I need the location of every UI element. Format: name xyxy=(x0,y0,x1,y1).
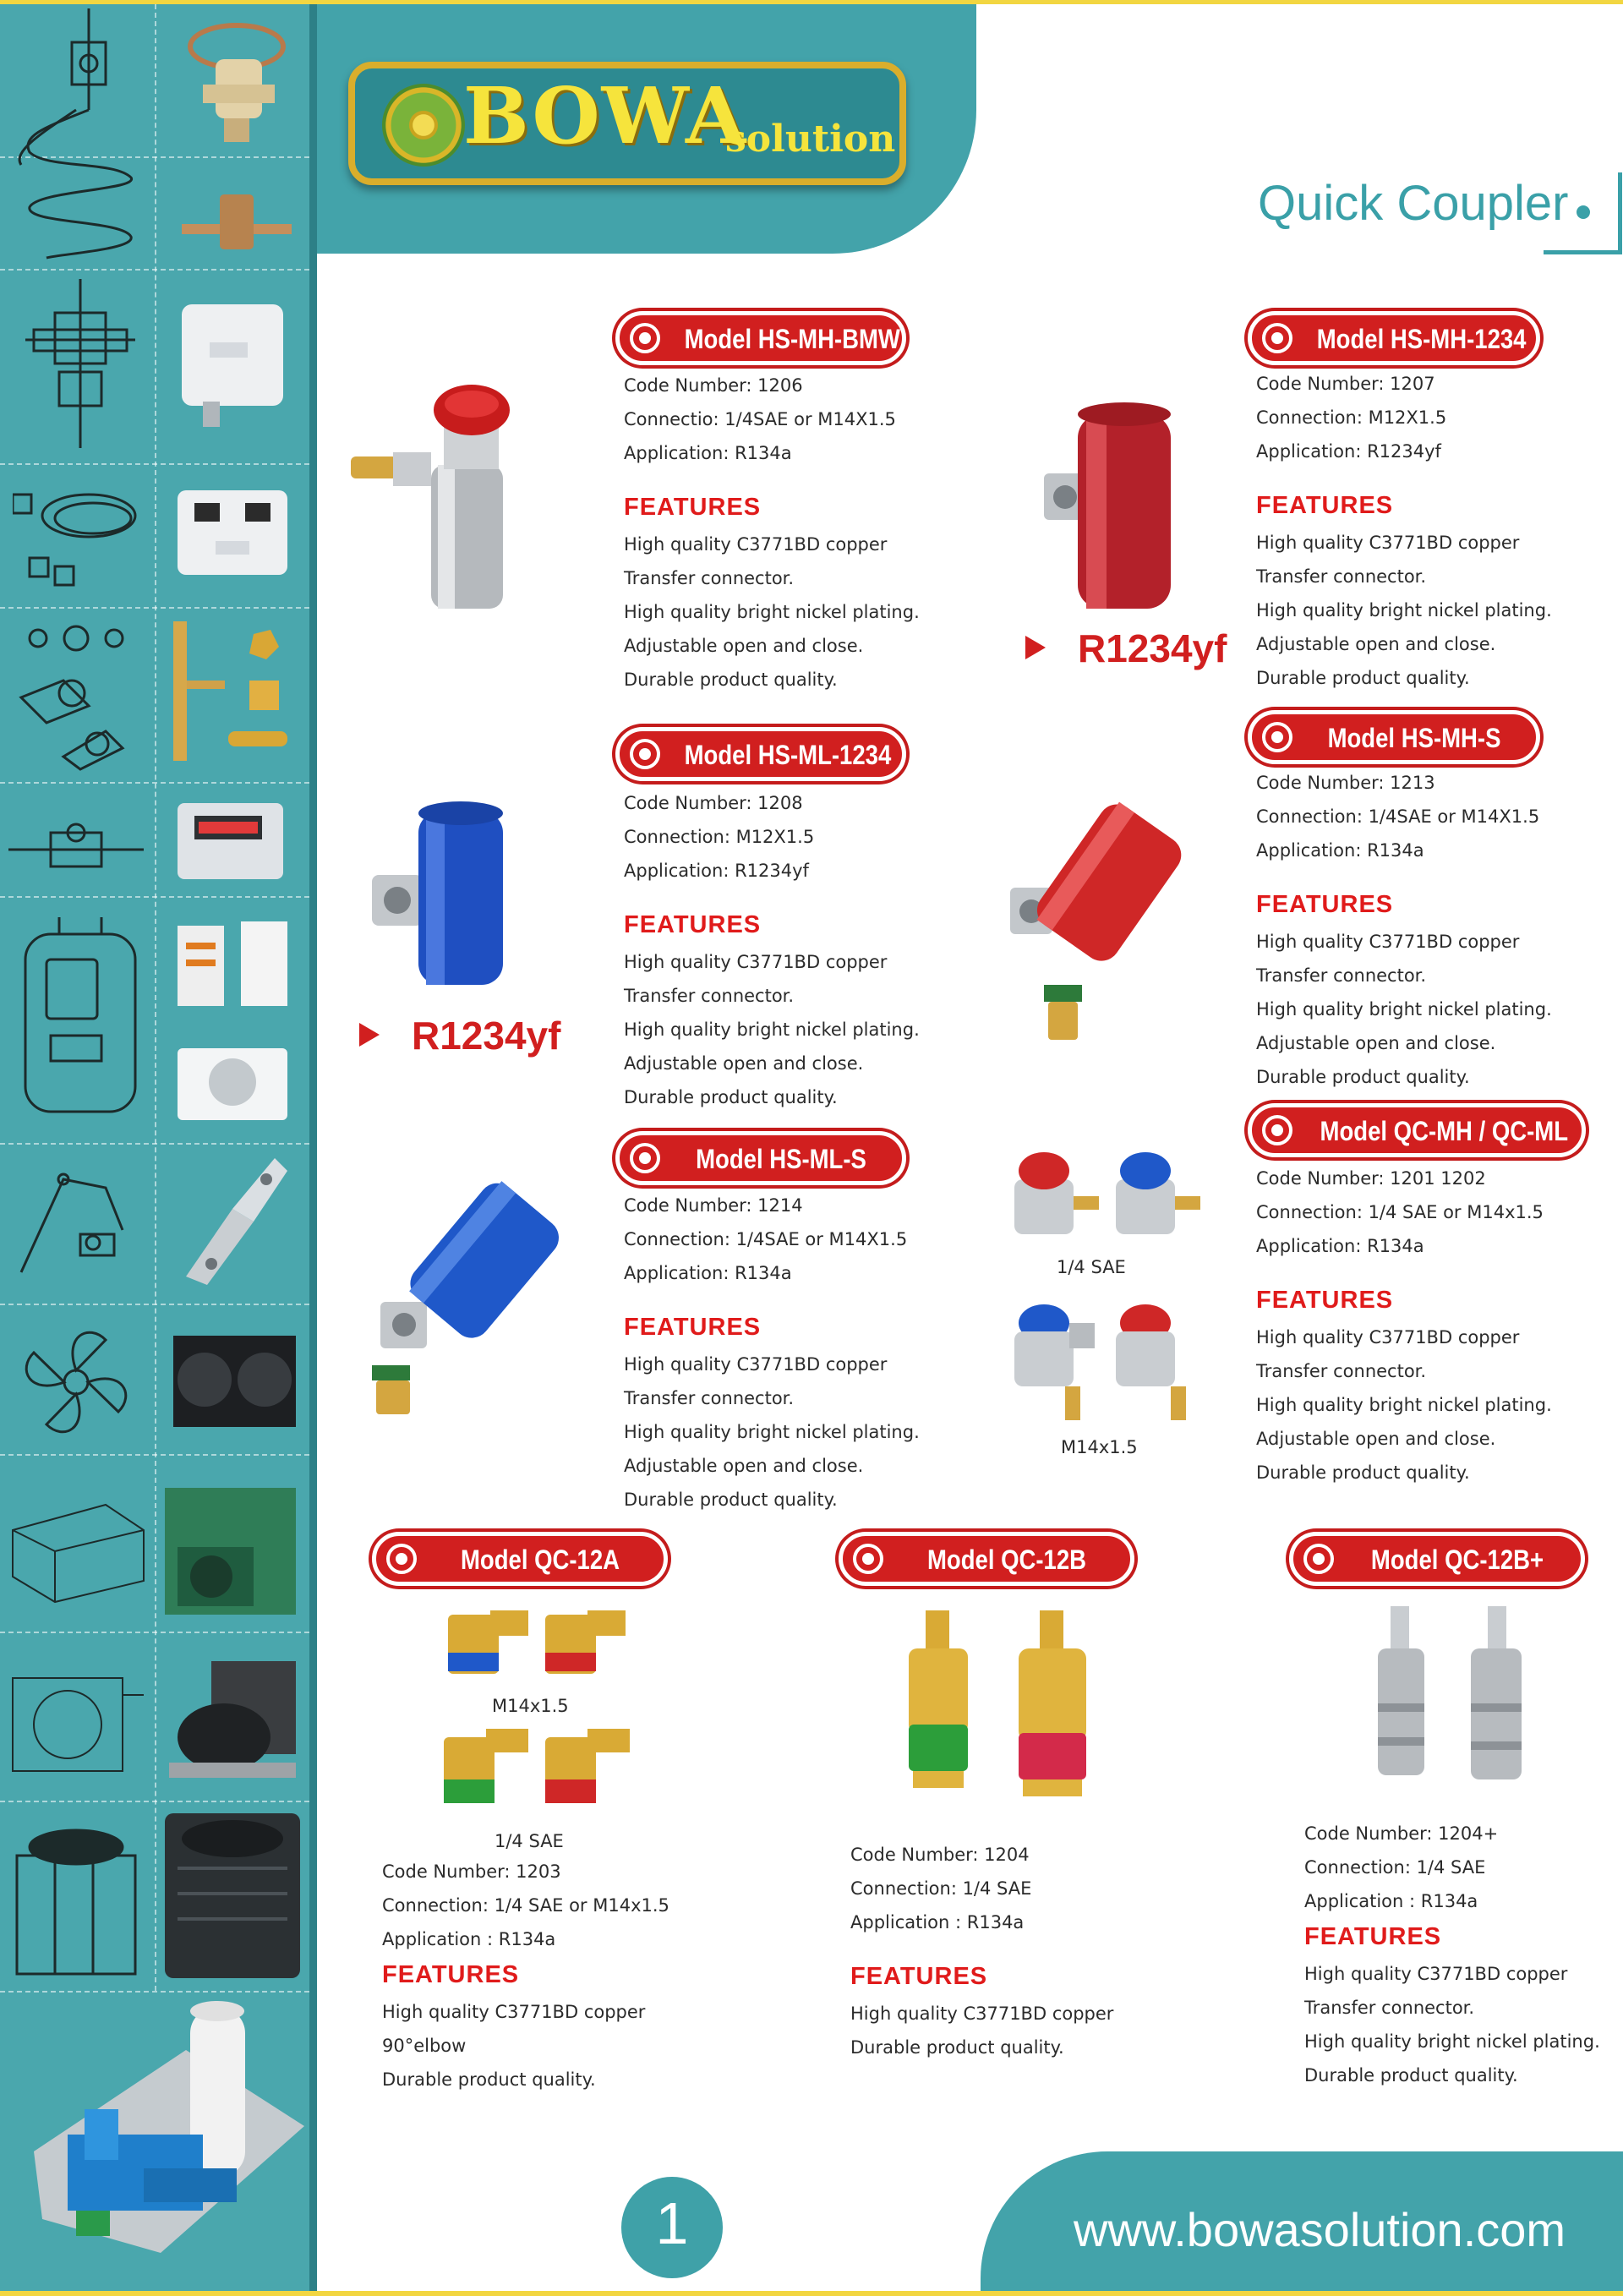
badge-bullet-icon xyxy=(1262,323,1292,353)
sidebar-divider xyxy=(0,896,309,898)
spec-block xyxy=(624,1189,920,1517)
page-number: 1 xyxy=(655,2190,689,2256)
spec-block xyxy=(624,369,920,697)
feature-item: Adjustable open and close. xyxy=(1256,1033,1496,1053)
features-heading: FEATURES xyxy=(1256,891,1394,918)
feature-item: High quality C3771BD copper xyxy=(1304,1964,1568,1984)
tag-arrow-icon xyxy=(359,1023,380,1047)
badge-bullet-icon xyxy=(630,323,660,353)
brass-fittings-photo xyxy=(165,621,292,765)
code-number: Code Number: 1204+ xyxy=(1304,1823,1499,1844)
application: Application: R134a xyxy=(1256,1236,1424,1256)
image-caption: M14x1.5 xyxy=(1061,1437,1138,1457)
sidebar-divider xyxy=(155,4,156,1991)
feature-item: Adjustable open and close. xyxy=(1256,634,1496,654)
expansion-valve-photo xyxy=(173,13,300,148)
coupler-qc-12a-sae-image xyxy=(427,1720,638,1830)
features-heading: FEATURES xyxy=(1256,1287,1394,1314)
code-number: Code Number: 1207 xyxy=(1256,374,1435,394)
feature-item: Adjustable open and close. xyxy=(1256,1429,1496,1449)
spec-block xyxy=(382,1855,669,2096)
sidebar-divider xyxy=(0,1632,309,1633)
feature-item: Adjustable open and close. xyxy=(624,636,864,656)
spec-block xyxy=(1304,1817,1600,2092)
feature-item: High quality C3771BD copper xyxy=(624,952,888,972)
application: Application: R134a xyxy=(624,443,792,463)
features-heading: FEATURES xyxy=(1256,492,1394,519)
badge-bullet-icon xyxy=(1262,722,1292,752)
connection: Connection: 1/4 SAE xyxy=(1304,1857,1486,1878)
spec-block xyxy=(1256,367,1552,695)
feature-item: Durable product quality. xyxy=(382,2069,596,2090)
model-name: Model HS-ML-S xyxy=(696,1144,866,1174)
sight-glass-drawing xyxy=(8,816,144,875)
compressor-unit-photo xyxy=(161,1653,300,1788)
refrigerant-tag: R1234yf xyxy=(412,1014,561,1058)
condensing-unit-photo xyxy=(161,1479,300,1619)
sidebar-divider xyxy=(0,1454,309,1456)
sidebar-divider xyxy=(0,463,309,465)
code-number: Code Number: 1208 xyxy=(624,793,803,813)
sidebar-divider xyxy=(0,782,309,784)
model-badge xyxy=(615,1131,906,1185)
sidebar-divider xyxy=(0,607,309,609)
coupler-qc-12b-plus-image xyxy=(1352,1602,1547,1792)
cooling-unit-photo xyxy=(161,1809,304,1982)
condensing-unit-drawing xyxy=(4,1653,148,1788)
badge-bullet-icon xyxy=(386,1544,417,1574)
feature-item: 90°elbow xyxy=(382,2036,467,2056)
model-name: Model HS-MH-1234 xyxy=(1316,324,1527,354)
features-heading: FEATURES xyxy=(624,1314,762,1341)
feature-item: High quality C3771BD copper xyxy=(850,2004,1114,2024)
feature-item: Transfer connector. xyxy=(624,568,795,588)
spec-block xyxy=(624,786,920,1114)
model-badge xyxy=(615,311,906,365)
connection: Connection: 1/4 SAE xyxy=(850,1878,1032,1899)
coupler-hs-mh-s-image xyxy=(1002,786,1196,1048)
logo-name: BOWA xyxy=(463,70,748,161)
feature-item: High quality bright nickel plating. xyxy=(1256,999,1552,1020)
website-url[interactable]: www.bowasolution.com xyxy=(1074,2203,1566,2256)
coupler-hs-mh-bmw-image xyxy=(347,380,541,617)
brand-logo xyxy=(348,62,906,185)
page-title: Quick Coupler xyxy=(1258,176,1569,231)
condenser-photo xyxy=(169,1327,300,1433)
model-name: Model HS-MH-S xyxy=(1327,723,1501,753)
connection: Connection: 1/4SAE or M14X1.5 xyxy=(624,1229,908,1249)
badge-bullet-icon xyxy=(1303,1544,1334,1574)
badge-bullet-icon xyxy=(630,1143,660,1173)
model-name: Model QC-12B xyxy=(926,1544,1087,1575)
code-number: Code Number: 1201 1202 xyxy=(1256,1168,1486,1189)
feature-item: Transfer connector. xyxy=(624,986,795,1006)
sidebar-divider xyxy=(0,269,309,271)
code-number: Code Number: 1204 xyxy=(850,1845,1030,1865)
image-caption: 1/4 SAE xyxy=(495,1831,564,1851)
feature-item: Durable product quality. xyxy=(624,1087,838,1107)
feature-item: High quality bright nickel plating. xyxy=(1256,600,1552,620)
features-heading: FEATURES xyxy=(1304,1923,1442,1950)
coupler-qc-mh-ml-sae-image xyxy=(997,1141,1209,1251)
pressure-switch-photo xyxy=(178,300,287,435)
feature-item: Adjustable open and close. xyxy=(624,1053,864,1074)
application: Application : R134a xyxy=(850,1912,1025,1932)
air-handler-drawing xyxy=(4,1496,148,1606)
connection: Connectio: 1/4SAE or M14X1.5 xyxy=(624,409,896,429)
badge-bullet-icon xyxy=(630,739,660,769)
feature-item: High quality bright nickel plating. xyxy=(624,602,920,622)
feature-item: Durable product quality. xyxy=(624,670,838,690)
hinge-drawing xyxy=(13,1162,139,1285)
model-name: Model HS-ML-1234 xyxy=(684,740,892,770)
solenoid-valve-photo xyxy=(182,178,292,262)
page-number-badge xyxy=(621,2177,723,2278)
connection: Connection: M12X1.5 xyxy=(624,827,815,847)
sidebar-edge xyxy=(309,4,317,2291)
image-caption: 1/4 SAE xyxy=(1057,1257,1126,1277)
logo-emblem-icon xyxy=(382,84,465,167)
capillary-drawing xyxy=(13,486,139,592)
features-heading: FEATURES xyxy=(850,1963,988,1990)
coupler-qc-mh-ml-m14-image xyxy=(997,1293,1209,1429)
feature-item: High quality C3771BD copper xyxy=(382,2002,646,2022)
connection: Connection: 1/4SAE or M14X1.5 xyxy=(1256,806,1540,827)
application: Application: R1234yf xyxy=(1256,441,1441,462)
sidebar-divider xyxy=(0,1143,309,1145)
expansion-valve-drawing xyxy=(13,8,148,262)
application: Application: R134a xyxy=(1256,840,1424,861)
feature-item: Transfer connector. xyxy=(1256,965,1427,986)
feature-item: High quality C3771BD copper xyxy=(624,534,888,555)
feature-item: High quality bright nickel plating. xyxy=(624,1020,920,1040)
feature-item: High quality bright nickel plating. xyxy=(1304,2031,1600,2052)
feature-item: Durable product quality. xyxy=(850,2037,1064,2058)
sidebar-divider xyxy=(0,1991,309,1993)
feature-item: Adjustable open and close. xyxy=(624,1456,864,1476)
code-number: Code Number: 1203 xyxy=(382,1861,561,1882)
valve-drawing xyxy=(25,279,135,448)
feature-item: Durable product quality. xyxy=(1304,2065,1518,2086)
model-name: Model HS-MH-BMW xyxy=(684,324,900,354)
fittings-drawing xyxy=(13,621,139,774)
compressor-drawing xyxy=(17,917,144,1124)
sidebar-divider xyxy=(0,1304,309,1305)
connection: Connection: 1/4 SAE or M14x1.5 xyxy=(1256,1202,1544,1222)
badge-bullet-icon xyxy=(853,1544,883,1574)
model-badge xyxy=(1248,311,1540,365)
tag-arrow-icon xyxy=(1025,636,1046,659)
model-badge xyxy=(372,1532,668,1586)
feature-item: High quality C3771BD copper xyxy=(1256,533,1520,553)
feature-item: High quality C3771BD copper xyxy=(624,1354,888,1375)
feature-item: High quality C3771BD copper xyxy=(1256,932,1520,952)
code-number: Code Number: 1214 xyxy=(624,1195,803,1216)
spec-block xyxy=(1256,766,1552,1094)
feature-item: Durable product quality. xyxy=(1256,668,1470,688)
model-name: Model QC-12B+ xyxy=(1370,1544,1544,1575)
fan-drawing xyxy=(13,1319,139,1446)
coupler-hs-ml-1234-image xyxy=(363,795,533,998)
coupler-qc-12b-image xyxy=(879,1606,1116,1801)
model-badge xyxy=(839,1532,1134,1586)
refrigerant-tag: R1234yf xyxy=(1078,626,1227,670)
temperature-controller-photo xyxy=(173,799,287,883)
coupler-hs-ml-s-image xyxy=(355,1179,566,1424)
model-badge xyxy=(1248,710,1540,764)
logo-tagline: solution xyxy=(725,118,896,161)
application: Application: R1234yf xyxy=(624,861,809,881)
feature-item: Durable product quality. xyxy=(624,1490,838,1510)
features-heading: FEATURES xyxy=(382,1961,520,1988)
model-badge xyxy=(1248,1103,1586,1157)
dual-pressure-switch-photo xyxy=(173,482,292,583)
badge-bullet-icon xyxy=(1262,1115,1292,1145)
feature-item: Transfer connector. xyxy=(1304,1998,1475,2018)
model-badge xyxy=(615,727,906,781)
spec-block xyxy=(850,1838,1113,2064)
sidebar-divider xyxy=(0,1801,309,1802)
model-name: Model QC-12A xyxy=(460,1544,620,1575)
bottom-accent-line xyxy=(0,2291,1623,2296)
image-caption: M14x1.5 xyxy=(492,1696,569,1716)
coupler-hs-mh-1234-image xyxy=(1031,397,1183,617)
hinge-photo xyxy=(173,1158,292,1289)
chiller-system-photo xyxy=(17,1999,309,2287)
application: Application: R134a xyxy=(624,1263,792,1283)
coupler-qc-12a-m14-image xyxy=(440,1602,634,1703)
code-number: Code Number: 1206 xyxy=(624,375,803,396)
feature-item: High quality C3771BD copper xyxy=(1256,1327,1520,1348)
spec-block xyxy=(1256,1162,1552,1490)
application: Application : R134a xyxy=(382,1929,556,1949)
connection: Connection: M12X1.5 xyxy=(1256,407,1447,428)
model-name: Model QC-MH / QC-ML xyxy=(1320,1116,1569,1146)
feature-item: High quality bright nickel plating. xyxy=(1256,1395,1552,1415)
features-heading: FEATURES xyxy=(624,911,762,938)
cooling-tower-drawing xyxy=(8,1805,144,1982)
feature-item: High quality bright nickel plating. xyxy=(624,1422,920,1442)
feature-item: Durable product quality. xyxy=(1256,1067,1470,1087)
connection: Connection: 1/4 SAE or M14x1.5 xyxy=(382,1895,669,1916)
features-heading: FEATURES xyxy=(624,494,762,521)
protector-relay-photo xyxy=(173,917,292,1010)
feature-item: Durable product quality. xyxy=(1256,1462,1470,1483)
evaporator-photo xyxy=(173,1036,292,1129)
title-corner-bracket xyxy=(1544,172,1622,254)
model-badge xyxy=(1289,1532,1585,1586)
feature-item: Transfer connector. xyxy=(624,1388,795,1408)
application: Application : R134a xyxy=(1304,1891,1478,1911)
feature-item: Transfer connector. xyxy=(1256,1361,1427,1381)
code-number: Code Number: 1213 xyxy=(1256,773,1435,793)
feature-item: Transfer connector. xyxy=(1256,566,1427,587)
